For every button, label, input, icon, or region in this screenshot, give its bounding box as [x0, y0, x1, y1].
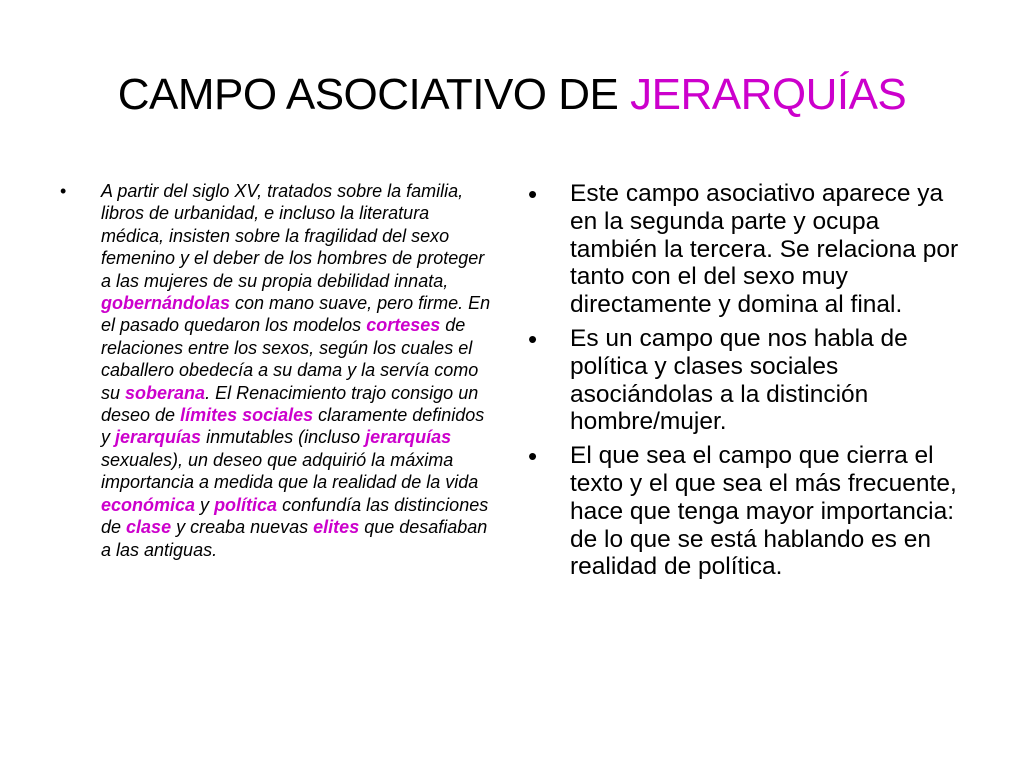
- left-text-run: de relaciones entre los sexos, según los cuales el caballero obedecía a su dama y la servía como su: [101, 315, 479, 403]
- bullet-marker: •: [528, 323, 538, 354]
- highlight-term: política: [214, 494, 278, 515]
- right-bullet-item: [528, 325, 978, 436]
- bullet-marker: •: [60, 181, 67, 201]
- right-bullet-text: El que sea el campo que cierra el texto y el que sea el más frecuente, hace que tenga mayor importancia: de lo que se está hablando es en realidad de política.: [570, 442, 957, 581]
- right-column: [528, 180, 978, 587]
- highlight-term: corteses: [366, 315, 441, 336]
- left-text-run: inmutables (incluso: [201, 427, 366, 448]
- left-bullet-item: [60, 180, 500, 561]
- right-bullet-text: Es un campo que nos habla de política y clases sociales asociándolas a la distinción hombre/mujer.: [570, 324, 908, 436]
- left-text-run: claramente definidos y: [101, 405, 485, 448]
- right-bullet-item: [528, 180, 978, 319]
- left-text-run: que desafiaban a las antiguas.: [101, 517, 488, 560]
- highlight-term: jerarquías: [115, 427, 202, 448]
- left-text-run: sexuales), un deseo que adquirió la máxima importancia a medida que la realidad de la vida: [101, 449, 479, 493]
- highlight-term: elites: [313, 517, 360, 538]
- highlight-term: gobernándolas: [101, 293, 231, 314]
- left-paragraph: [101, 180, 496, 561]
- highlight-term: clase: [126, 517, 172, 538]
- right-bullet-text: Este campo asociativo aparece ya en la segunda parte y ocupa también la tercera. Se relaciona por tanto con el del sexo muy directamente y domina al final.: [570, 180, 959, 319]
- slide-title: [0, 70, 1024, 120]
- bullet-marker: •: [528, 441, 538, 472]
- left-text-run: con mano suave, pero firme. En el pasado quedaron los modelos: [101, 293, 491, 336]
- left-column: [60, 180, 500, 561]
- highlight-term: soberana: [125, 382, 206, 403]
- highlight-term: jerarquías: [365, 427, 452, 448]
- left-text-run: A partir del siglo XV, tratados sobre la familia, libros de urbanidad, e incluso la literatura médica, insisten sobre la fragilidad del sexo femenino y el deber de los hombres de proteger a las mujeres de su propia debilidad innata,: [101, 181, 485, 291]
- highlight-term: económica: [101, 494, 196, 515]
- title-accent: JERARQUÍAS: [630, 70, 907, 119]
- left-text-run: y: [195, 494, 215, 515]
- left-text-run: . El Renacimiento trajo consigo un deseo de: [101, 382, 479, 426]
- highlight-term: límites sociales: [180, 405, 314, 426]
- right-bullet-item: [528, 442, 978, 581]
- left-text-run: confundía las distinciones de: [101, 494, 489, 538]
- title-main: CAMPO ASOCIATIVO DE: [117, 70, 631, 119]
- left-text-run: y creaba nuevas: [171, 517, 314, 538]
- bullet-marker: •: [528, 179, 538, 209]
